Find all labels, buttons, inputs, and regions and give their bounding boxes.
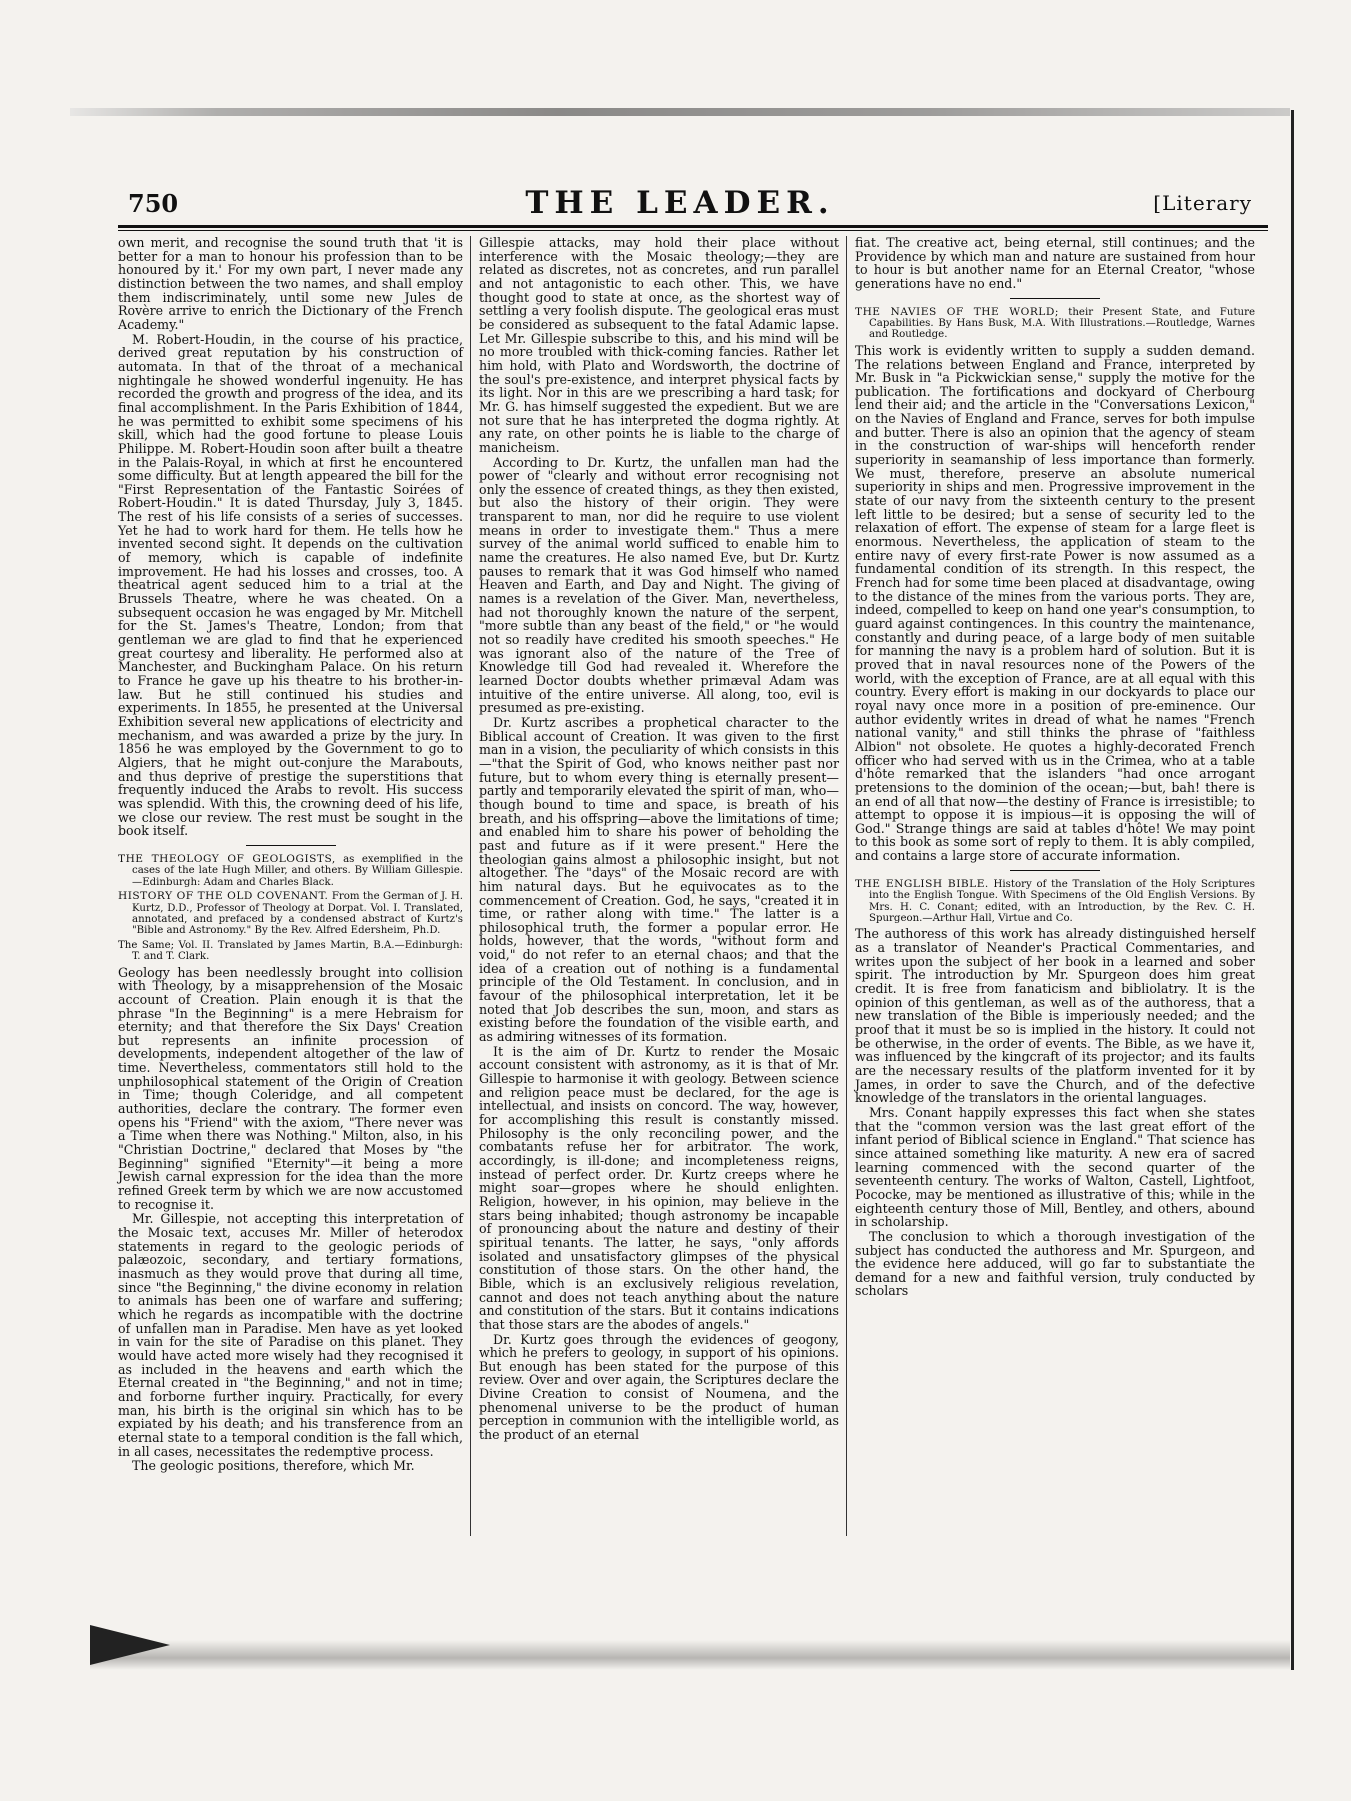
scan-edge-top [70,108,1290,116]
review-heading-covenant [118,891,463,937]
paragraph-geology: Geology has been needlessly brought into collision with Theology, by a misapprehension of the Mosaic account of Creation. Plain enough it is that the phrase "In the Beginning" is a mere Hebraism for eternity; and that therefore the Six Days' Creation but represents an infinite procession of developments, independent altogether of the law of time. Nevertheless, commentators still hold to the unphilosophical statement of the Origin of Creation in Time; though Coleridge, and all competent authorities, declare the contrary. The former even opens his "Friend" with the axiom, "There never was a Time when there was Nothing." Milton, also, in his "Christian Doctrine," declared that Moses by "the Beginning" signified "Eternity"—it being a more Jewish carnal expression for the idea than the more refined Greek term by which we are now accustomed to recognise it. [118,964,463,1212]
paragraph-astronomy: It is the aim of Dr. Kurtz to render the Mosaic account consistent with astronomy, as it is that of Mr. Gillespie to harmonise it with geology. Between science and religion peace must be declared, for the age is intellectual, and insists on concord. The way, however, for accomplishing this result is constantly missed. Philosophy is the only reconciling power, and the combatants refuse her for arbitrator. The work, accordingly, is ill-done; and incompleteness reigns, instead of perfect order. Dr. Kurtz creeps where he might soar—gropes where he should enlighten. Religion, however, in his opinion, may believe in the stars being inhabited; though astronomy be incapable of pronouncing about the nature and destiny of their spiritual tenants. The latter, he says, "only affords isolated and unsatisfactory glimpses of the physical constitution of those stars. On the other hand, the Bible, which is an exclusively religious revelation, cannot and does not teach anything about the nature and constitution of the stars. But it contains indications that those stars are the abodes of angels." [479,1043,839,1332]
paragraph-fiat: fiat. The creative act, being eternal, still continues; and the Providence by which man and nature are sustained from hour to hour is but another name for an Eternal Creator, "whose generations have no end." [855,235,1255,291]
newspaper-title: THE LEADER. [525,185,835,221]
scan-corner-mark [90,1625,170,1665]
column-1 [118,236,463,1474]
review-heading-bible [855,879,1255,925]
section-label: [Literary [1153,191,1252,215]
review-heading-covenant-vol2: The Same; Vol. II. Translated by James Martin, B.A.—Edinburgh: T. and T. Clark. [118,939,463,963]
review-title: THE NAVIES OF THE WORLD; [855,305,1059,318]
paragraph-prophetical: Dr. Kurtz ascribes a prophetical character to the Biblical account of Creation. It was given to the first man in a vision, the peculiarity of which consists in this—"that the Spirit of God, who knows neither past nor future, but to whom every thing is eternally present—partly and temporarily elevated the spirit of man, who—though bound to time and space, is breath of his breath, and his offspring—above the limitations of time; and enabled him to share his power of beholding the past and future as if it were present." Here the theologian gains almost a philosophic insight, but not altogether. The "days" of the Mosaic record are with him natural days. But he equivocates as to the commencement of Creation. God, he says, "created it in time, or rather along with time." The latter is a philosophical truth, the former a popular error. He holds, however, that the words, "without form and void," do not refer to an eternal chaos; and that the idea of a creation out of nothing is a fundamental principle of the Old Testament. In conclusion, and in favour of the philosophical interpretation, let it be noted that Job describes the sun, moon, and stars as existing before the foundation of the visible earth, and as admiring witnesses of its formation. [479,714,839,1045]
column-divider-1 [470,236,471,1536]
column-2 [479,236,839,1443]
review-title: THE THEOLOGY OF GEOLOGISTS, [118,852,336,865]
scan-edge-right [1291,110,1294,1670]
paragraph-houdin: M. Robert-Houdin, in the course of his practice, derived great reputation by his construction of automata. In that of the throat of a mechanical nightingale he showed wonderful ingenuity. He has recorded the growth and progress of the idea, and its final accomplishment. In the Paris Exhibition of 1844, he was permitted to exhibit some specimens of his skill, which had the good fortune to please Louis Philippe. M. Robert-Houdin soon after built a theatre in the Palais-Royal, in which at first he encountered some difficulty. But at length appeared the bill for the "First Representation of the Fantastic Soirées of Robert-Houdin." It is dated Thursday, July 3, 1845. The rest of his life consists of a series of successes. Yet he had to work hard for them. He tells how he invented second sight. It depends on the cultivation of memory, which is capable of indefinite improvement. He had his losses and crosses, too. A theatrical agent seduced him to a trial at the Brussels Theatre, where he was cheated. On a subsequent occasion he was engaged by Mr. Mitchell for the St. James's Theatre, London; from that gentleman we are glad to find that he experienced great courtesy and liberality. He performed also at Manchester, and Buckingham Palace. On his return to France he gave up his theatre to his brother-in-law. But he still continued his studies and experiments. In 1855, he presented at the Universal Exhibition several new applications of electricity and mechanism, and was awarded a prize by the jury. In 1856 he was employed by the Government to go to Algiers, that he might out-conjure the Marabouts, and thus deprive of prestige the superstitions that frequently induced the Arabs to revolt. His success was splendid. With this, the crowning deed of his life, we close our review. The rest must be sought in the book itself. [118,331,463,839]
paragraph-conclusion: The conclusion to which a thorough investigation of the subject has conducted the authoress and Mr. Spurgeon, and the evidence here adduced, will go far to substantiate the demand for a new and faithful version, truly conducted by scholars [855,1228,1255,1299]
review-title: THE ENGLISH BIBLE. [855,877,989,890]
masthead [90,185,1270,221]
paragraph-conant: Mrs. Conant happily expresses this fact when she states that the "common version was the last great effort of the infant period of Biblical science in England." That science has since attained something like maturity. A new era of sacred learning commenced with the second quarter of the seventeenth century. The works of Walton, Castell, Lightfoot, Pococke, may be mentioned as illustrative of this; while in the eighteenth century those of Mill, Bentley, and others, abound in scholarship. [855,1104,1255,1230]
paragraph-bible: The authoress of this work has already distinguished herself as a translator of Neander's Practical Commentaries, and writes upon the subject of her book in a learned and sober spirit. The introduction by Mr. Spurgeon does him great credit. It is free from fanaticism and bibliolatry. It is the opinion of this gentleman, as well as of the authoress, that a new translation of the Bible is imperiously needed; and the proof that it must be so is implied in the history. It could not be otherwise, in the order of events. The Bible, as we have it, was influenced by the kingcraft of its projector; and its faults are the necessary results of the platform invented for it by James, in order to save the Church, and of the defective knowledge of the translators in the oriental languages. [855,926,1255,1106]
review-title: HISTORY OF THE OLD COVENANT. [118,890,329,903]
section-separator [246,845,336,846]
review-details: their Present State, and Future Capabilities. By Hans Busk, M.A. With Illustrations.—Routledge, Warnes and Routledge. [869,306,1255,341]
review-heading-navies [855,307,1255,341]
paragraph-attacks: Gillespie attacks, may hold their place without interference with the Mosaic theology;—they are related as discretes, not as concretes, and run parallel and not antagonistic to each other. This, we have thought good to state at once, as the shortest way of settling a very foolish dispute. The geological eras must be considered as subsequent to the fatal Adamic lapse. Let Mr. Gillespie subscribe to this, and his mind will be no more troubled with thick-coming fancies. Rather let him hold, with Plato and Wordsworth, the doctrine of the soul's pre-existence, and interpret physical facts by its light. Nor in this are we prescribing a hard task; for Mr. G. has himself suggested the expedient. But we are not sure that he has interpreted the dogma rightly. At any rate, on other points he is liable to the charge of manicheism. [479,235,839,455]
paragraph-gillespie: Mr. Gillespie, not accepting this interpretation of the Mosaic text, accuses Mr. Miller of heterodox statements in regard to the geologic periods of palæozoic, secondary, and tertiary formations, inasmuch as they would prove that during all time, since "the Beginning," the divine economy in relation to animals has been one of warfare and suffering; which he regards as incompatible with the doctrine of unfallen man in Paradise. Men have as yet looked in vain for the site of Paradise on this planet. They would have acted more wisely had they recognised it as included in the heavens and earth which the Eternal created in "the Beginning," and not in time; and forborne further inquiry. Practically, for every man, his birth is the original sin which has to be expiated by his death; and his transference from an eternal state to a temporal condition is the fall which, in all cases, necessitates the redemptive process. [118,1211,463,1459]
scan-edge-bottom [90,1640,1290,1670]
masthead-rule [118,225,1268,228]
section-separator [1010,870,1100,871]
review-details: From the German of J. H. Kurtz, D.D., Professor of Theology at Dorpat. Vol. I. Translated, annotated, and prefaced by a condensed abstract of Kurtz's "Bible and Astronomy." By the Rev. Alfred Edersheim, Ph.D. [132,891,463,937]
review-details: as exemplified in the cases of the late Hugh Miller, and others. By William Gillespie.—Edinburgh: Adam and Charles Black. [132,853,463,888]
page-number: 750 [128,189,179,218]
section-separator [1010,298,1100,299]
masthead-rule-thin [118,230,1268,231]
paragraph-navies: This work is evidently written to supply a sudden demand. The relations between England and France, interpreted by Mr. Busk in "a Pickwickian sense," supply the motive for the publication. The fortifications and dockyard of Cherbourg lend their aid; and the article in the "Conversations Lexicon," on the Navies of England and France, serves for both impulse and butter. There is also an opinion that the agency of steam in the construction of war-ships will henceforth render superiority in seamanship of less importance than formerly. We must, therefore, preserve an absolute numerical superiority in ships and men. Progressive improvement in the state of our navy from the sixteenth century to the present left little to be desired; but a sense of security led to the relaxation of effort. The expense of steam for a large fleet is enormous. Nevertheless, the application of steam to the entire navy of every first-rate Power is now assumed as a fundamental condition of its strength. In this respect, the French had for some time been placed at disadvantage, owing to the distance of the mines from the various ports. They are, indeed, compelled to keep on hand one year's consumption, to guard against contingences. In this country the maintenance, constantly and during peace, of a large body of men suitable for manning the navy is a problem hard of solution. But it is proved that in naval resources none of the Powers of the world, with the exception of France, are at all equal with this country. Every effort is making in our dockyards to place our royal navy once more in a position of pre-eminence. Our author evidently writes in dread of what he names "French national vanity," and still thinks the phrase of "faithless Albion" not obsolete. He quotes a highly-decorated French officer who had served with us in the Crimea, who at a table d'hôte remarked that the islanders "had once arrogant pretensions to the dominion of the ocean;—but, bah! there is an end of all that now—the destiny of France is irresistible; to attempt to oppose it is impious—it is opposing the will of God." Strange things are said at tables d'hôte! We may point to this book as some sort of reply to them. It is ably compiled, and contains a large store of accurate information. [855,342,1255,864]
paragraph-intro: own merit, and recognise the sound truth that 'it is better for a man to honour his profession than to be honoured by it.' For my own part, I never made any distinction between the two names, and shall employ them indiscriminately, until some new Jules de Rovère arrive to enrich the Dictionary of the French Academy." [118,235,463,332]
paragraph-kurtz: According to Dr. Kurtz, the unfallen man had the power of "clearly and without error recognising not only the essence of created things, as they then existed, but also the history of their origin. They were transparent to man, nor did he require to use violent means in order to investigate them." Thus a mere survey of the animal world sufficed to enable him to name the creatures. He also named Eve, but Dr. Kurtz pauses to remark that it was God himself who named Heaven and Earth, and Day and Night. The giving of names is a revelation of the Giver. Man, nevertheless, had not thoroughly known the nature of the serpent, "more subtle than any beast of the field," or "he would not so readily have credited his smooth speeches." He was ignorant also of the nature of the Tree of Knowledge till God had revealed it. Wherefore the learned Doctor doubts whether primæval Adam was intuitive of the entire universe. All along, too, evil is presumed as pre-existing. [479,454,839,716]
paragraph-geogony: Dr. Kurtz goes through the evidences of geogony, which he prefers to geology, in support of his opinions. But enough has been stated for the purpose of this review. Over and over again, the Scriptures declare the Divine Creation to consist of Noumena, and the phenomenal universe to be the product of human perception in communion with the intelligible world, as the product of an eternal [479,1331,839,1443]
review-details: History of the Translation of the Holy Scriptures into the English Tongue. With Specimens of the Old English Versions. By Mrs. H. C. Conant; edited, with an Introduction, by the Rev. C. H. Spurgeon.—Arthur Hall, Virtue and Co. [869,878,1255,924]
column-3 [855,236,1255,1299]
column-divider-2 [846,236,847,1536]
review-heading-theology [118,854,463,888]
paragraph-positions: The geologic positions, therefore, which Mr. [132,1458,415,1474]
